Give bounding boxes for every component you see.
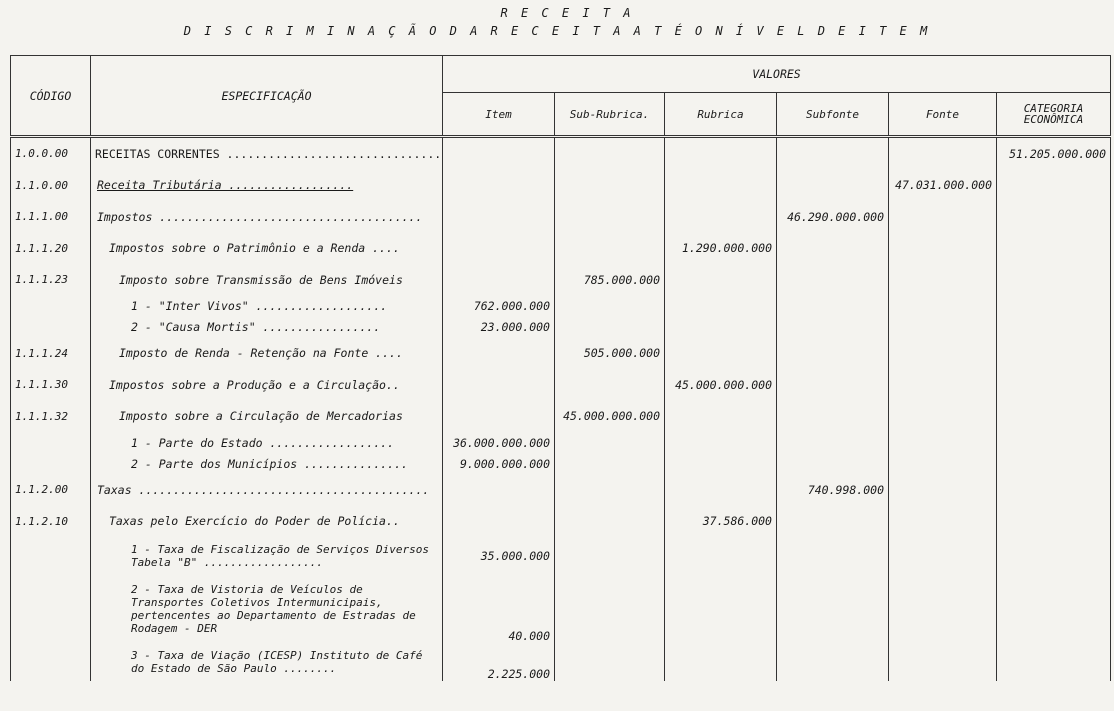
cell-item: 762.000.000 <box>443 296 555 317</box>
cell-categoria <box>997 317 1111 338</box>
table-row <box>11 432 1111 453</box>
cell-item: 9.000.000.000 <box>443 453 555 474</box>
cell-subrubrica <box>555 233 665 265</box>
cell-categoria <box>997 643 1111 681</box>
cell-codigo: 1.1.1.00 <box>11 201 91 233</box>
cell-categoria <box>997 201 1111 233</box>
cell-fonte <box>889 643 997 681</box>
header-especificacao: ESPECIFICAÇÃO <box>91 56 443 137</box>
cell-spec: Taxas .......................................... <box>91 474 443 506</box>
cell-rubrica <box>665 474 777 506</box>
header-valores: VALORES <box>443 56 1111 93</box>
cell-subrubrica: 785.000.000 <box>555 264 665 296</box>
table-row <box>11 575 1111 643</box>
table-row <box>11 506 1111 538</box>
cell-subrubrica <box>555 453 665 474</box>
header-codigo: CÓDIGO <box>11 56 91 137</box>
table-row <box>11 317 1111 338</box>
cell-item: 40.000 <box>443 575 555 643</box>
cell-item <box>443 401 555 433</box>
cell-subrubrica <box>555 474 665 506</box>
cell-categoria <box>997 338 1111 370</box>
header-categoria: CATEGORIA ECONÔMICA <box>997 93 1111 137</box>
cell-subfonte: 740.998.000 <box>777 474 889 506</box>
cell-spec: Imposto sobre a Circulação de Mercadorias <box>91 401 443 433</box>
cell-spec: 2 - Parte dos Municípios ............... <box>91 453 443 474</box>
cell-fonte <box>889 317 997 338</box>
cell-item: 23.000.000 <box>443 317 555 338</box>
cell-codigo <box>11 575 91 643</box>
header-subfonte: Subfonte <box>777 93 889 137</box>
cell-subfonte <box>777 506 889 538</box>
table-row <box>11 296 1111 317</box>
cell-subfonte <box>777 575 889 643</box>
cell-spec: 1 - Parte do Estado .................. <box>91 432 443 453</box>
header-subrubrica: Sub-Rubrica. <box>555 93 665 137</box>
table-row <box>11 474 1111 506</box>
cell-fonte <box>889 537 997 575</box>
cell-codigo: 1.1.0.00 <box>11 170 91 202</box>
cell-fonte: 47.031.000.000 <box>889 170 997 202</box>
cell-subrubrica <box>555 643 665 681</box>
cell-subrubrica <box>555 317 665 338</box>
cell-codigo: 1.1.1.20 <box>11 233 91 265</box>
cell-subfonte <box>777 432 889 453</box>
cell-subrubrica <box>555 537 665 575</box>
cell-fonte <box>889 575 997 643</box>
cell-categoria <box>997 575 1111 643</box>
cell-spec: Impostos sobre o Patrimônio e a Renda .... <box>91 233 443 265</box>
cell-codigo <box>11 537 91 575</box>
header-rubrica: Rubrica <box>665 93 777 137</box>
table-row <box>11 453 1111 474</box>
cell-rubrica <box>665 575 777 643</box>
cell-subfonte <box>777 643 889 681</box>
cell-rubrica <box>665 453 777 474</box>
table-row <box>11 233 1111 265</box>
cell-fonte <box>889 401 997 433</box>
cell-codigo: 1.1.1.24 <box>11 338 91 370</box>
cell-subfonte <box>777 170 889 202</box>
cell-rubrica: 45.000.000.000 <box>665 369 777 401</box>
header-item: Item <box>443 93 555 137</box>
cell-spec: 1 - "Inter Vivos" ................... <box>91 296 443 317</box>
cell-rubrica <box>665 170 777 202</box>
cell-rubrica <box>665 317 777 338</box>
cell-subrubrica: 505.000.000 <box>555 338 665 370</box>
cell-codigo: 1.1.2.10 <box>11 506 91 538</box>
header-fonte: Fonte <box>889 93 997 137</box>
table-row <box>11 369 1111 401</box>
spec-text: Receita Tributária .................. <box>97 178 354 193</box>
cell-item <box>443 137 555 170</box>
cell-subrubrica <box>555 369 665 401</box>
cell-spec: 1 - Taxa de Fiscalização de Serviços Diversos Tabela "B" .................. <box>91 537 443 575</box>
cell-item <box>443 506 555 538</box>
cell-spec: 2 - "Causa Mortis" ................. <box>91 317 443 338</box>
cell-subrubrica <box>555 296 665 317</box>
table-row <box>11 137 1111 170</box>
cell-spec: Impostos ...................................... <box>91 201 443 233</box>
cell-categoria <box>997 401 1111 433</box>
cell-subrubrica <box>555 506 665 538</box>
page-title: R E C E I T A <box>500 6 634 20</box>
cell-subrubrica <box>555 432 665 453</box>
cell-item <box>443 338 555 370</box>
cell-item: 36.000.000.000 <box>443 432 555 453</box>
cell-subrubrica <box>555 170 665 202</box>
cell-subfonte <box>777 317 889 338</box>
cell-subfonte <box>777 401 889 433</box>
cell-fonte <box>889 369 997 401</box>
cell-categoria <box>997 537 1111 575</box>
cell-item: 35.000.000 <box>443 537 555 575</box>
cell-fonte <box>889 474 997 506</box>
cell-codigo <box>11 317 91 338</box>
cell-item <box>443 369 555 401</box>
table-row <box>11 338 1111 370</box>
cell-categoria <box>997 369 1111 401</box>
cell-codigo <box>11 643 91 681</box>
table-row <box>11 170 1111 202</box>
cell-codigo: 1.1.2.00 <box>11 474 91 506</box>
cell-fonte <box>889 338 997 370</box>
cell-item <box>443 201 555 233</box>
cell-rubrica <box>665 643 777 681</box>
cell-spec: Impostos sobre a Produção e a Circulação.. <box>91 369 443 401</box>
cell-rubrica: 37.586.000 <box>665 506 777 538</box>
table-row <box>11 201 1111 233</box>
cell-item: 2.225.000 <box>443 643 555 681</box>
cell-spec <box>91 170 443 202</box>
cell-spec: RECEITAS CORRENTES ............................... <box>91 137 443 170</box>
table-row <box>11 264 1111 296</box>
cell-rubrica <box>665 264 777 296</box>
cell-rubrica <box>665 401 777 433</box>
table-row <box>11 537 1111 575</box>
cell-categoria <box>997 453 1111 474</box>
cell-item <box>443 264 555 296</box>
cell-categoria <box>997 506 1111 538</box>
cell-subfonte <box>777 233 889 265</box>
cell-codigo: 1.1.1.30 <box>11 369 91 401</box>
cell-spec: 3 - Taxa de Viação (ICESP) Instituto de Café do Estado de São Paulo ........ <box>91 643 443 681</box>
cell-fonte <box>889 233 997 265</box>
cell-item <box>443 233 555 265</box>
revenue-table <box>10 55 1111 681</box>
cell-subfonte <box>777 264 889 296</box>
cell-rubrica <box>665 537 777 575</box>
cell-subrubrica <box>555 575 665 643</box>
cell-categoria <box>997 170 1111 202</box>
cell-spec: Imposto de Renda - Retenção na Fonte .... <box>91 338 443 370</box>
cell-subrubrica: 45.000.000.000 <box>555 401 665 433</box>
cell-subfonte <box>777 338 889 370</box>
cell-fonte <box>889 296 997 317</box>
cell-spec: Imposto sobre Transmissão de Bens Imóveis <box>91 264 443 296</box>
cell-fonte <box>889 137 997 170</box>
cell-rubrica: 1.290.000.000 <box>665 233 777 265</box>
cell-spec: 2 - Taxa de Vistoria de Veículos de Transportes Coletivos Intermunicipais, pertencentes ao Departamento de Estradas de Rodagem - DER <box>91 575 443 643</box>
cell-categoria <box>997 432 1111 453</box>
cell-codigo: 1.0.0.00 <box>11 137 91 170</box>
cell-rubrica <box>665 137 777 170</box>
cell-subfonte <box>777 537 889 575</box>
cell-categoria <box>997 296 1111 317</box>
cell-fonte <box>889 432 997 453</box>
cell-subrubrica <box>555 137 665 170</box>
cell-subfonte <box>777 137 889 170</box>
cell-item <box>443 474 555 506</box>
page-subtitle: D I S C R I M I N A Ç Ã O D A R E C E I T A A T É O N Í V E L D E I T E M <box>183 24 931 38</box>
table-row <box>11 401 1111 433</box>
cell-codigo <box>11 432 91 453</box>
cell-subrubrica <box>555 201 665 233</box>
cell-codigo: 1.1.1.32 <box>11 401 91 433</box>
cell-categoria <box>997 264 1111 296</box>
cell-categoria: 51.205.000.000 <box>997 137 1111 170</box>
cell-codigo: 1.1.1.23 <box>11 264 91 296</box>
cell-spec: Taxas pelo Exercício do Poder de Polícia.. <box>91 506 443 538</box>
cell-subfonte <box>777 453 889 474</box>
cell-fonte <box>889 264 997 296</box>
cell-fonte <box>889 506 997 538</box>
cell-subfonte: 46.290.000.000 <box>777 201 889 233</box>
cell-rubrica <box>665 296 777 317</box>
cell-subfonte <box>777 369 889 401</box>
table-row <box>11 643 1111 681</box>
cell-rubrica <box>665 201 777 233</box>
cell-subfonte <box>777 296 889 317</box>
cell-categoria <box>997 233 1111 265</box>
cell-fonte <box>889 453 997 474</box>
cell-fonte <box>889 201 997 233</box>
cell-rubrica <box>665 432 777 453</box>
cell-codigo <box>11 296 91 317</box>
cell-codigo <box>11 453 91 474</box>
cell-categoria <box>997 474 1111 506</box>
cell-rubrica <box>665 338 777 370</box>
cell-item <box>443 170 555 202</box>
